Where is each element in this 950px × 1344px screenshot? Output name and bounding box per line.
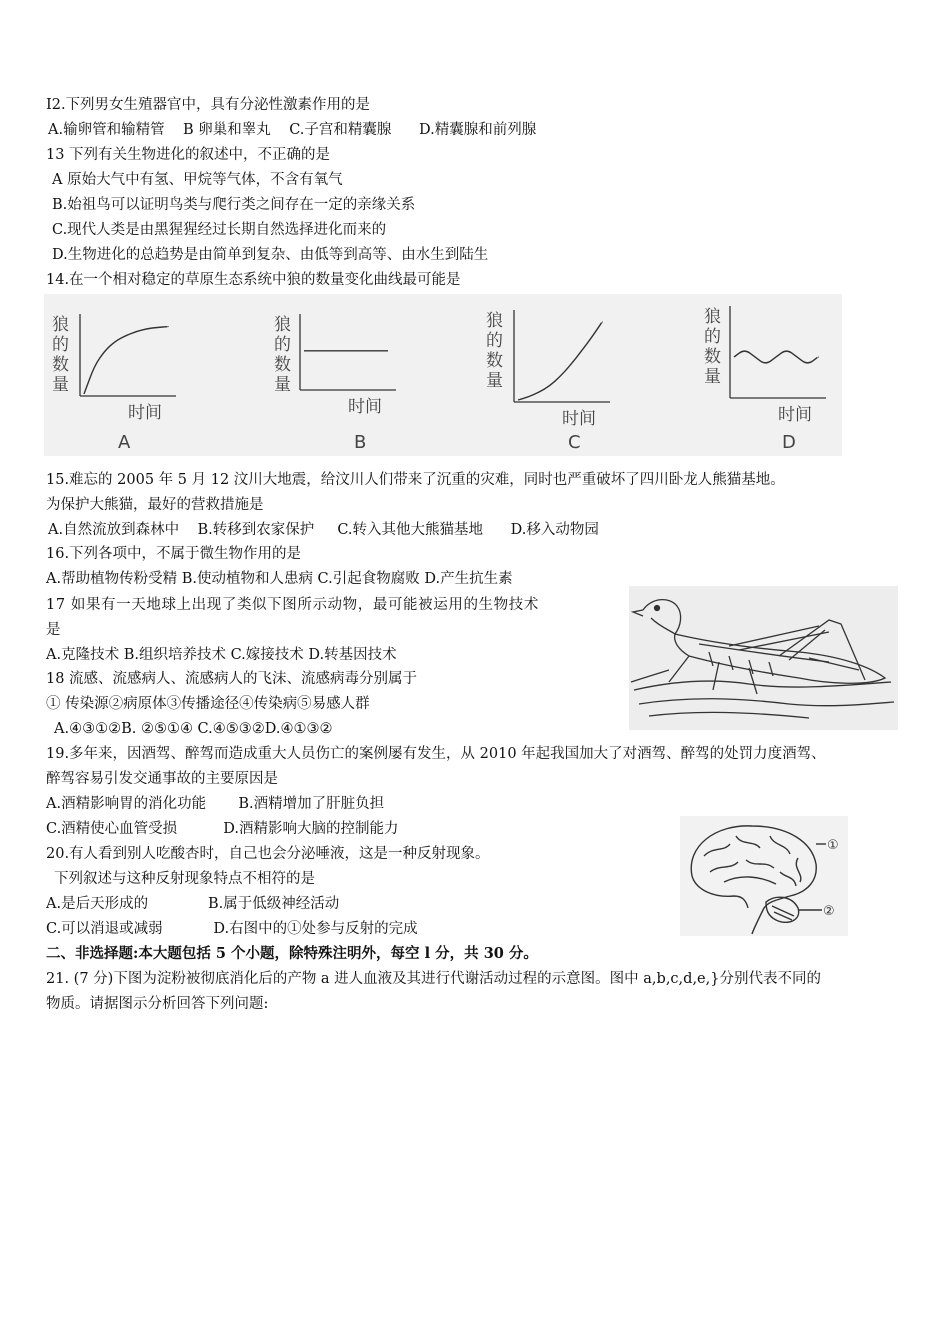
q19-options-ab: A.酒精影响胃的消化功能 B.酒精增加了肝脏负担 — [46, 796, 385, 812]
graph-C-xlabel: 时间 — [562, 409, 596, 429]
graph-A-curve — [84, 327, 168, 394]
graph-D-ylabel-char: 数 — [704, 347, 721, 367]
brain-marker-2: ② — [823, 904, 835, 919]
q13-option-a: A 原始大气中有氢、甲烷等气体，不含有氧气 — [52, 172, 343, 188]
q18-stem: 18 流感、流感病人、流感病人的飞沫、流感病毒分别属于 — [46, 671, 418, 687]
graph-C-ylabel-char: 的 — [486, 331, 503, 351]
q13-stem: 13 下列有关生物进化的叙述中，不正确的是 — [46, 147, 331, 163]
brain-diagram — [680, 816, 848, 936]
q15-stem-line2: 为保护大熊猫，最好的营救措施是 — [46, 497, 264, 513]
graph-A-ylabel-char: 数 — [52, 355, 69, 375]
graph-D-curve — [734, 351, 818, 363]
graph-B-ylabel-char: 狼 — [274, 315, 291, 335]
q12-options: A.输卵管和输精管 B 卵巢和睾丸 C.子宫和精囊腺 D.精囊腺和前列腺 — [48, 122, 537, 138]
graph-C-ylabel-char: 数 — [486, 351, 503, 371]
graph-C-ylabel-char: 狼 — [486, 311, 503, 331]
graph-B-ylabel-char: 数 — [274, 355, 291, 375]
graph-D-ylabel-char: 量 — [704, 367, 721, 387]
graph-A-ylabel-char: 的 — [52, 335, 69, 355]
q18-options: A.④③①②B. ②⑤①④ C.④⑤③②D.④①③② — [54, 721, 333, 737]
graph-A-label: A — [118, 432, 131, 453]
q16-options: A.帮助植物传粉受精 B.使动植物和人患病 C.引起食物腐败 D.产生抗生素 — [46, 571, 513, 587]
section2-heading: 二、非选择题:本大题包括 5 个小题，除特殊注明外，每空 l 分，共 30 分。 — [46, 945, 538, 962]
q21-stem-line2: 物质。请据图示分析回答下列问题: — [46, 996, 269, 1012]
q17-stem-line2: 是 — [46, 622, 61, 638]
q13-option-b: B.始祖鸟可以证明鸟类与爬行类之间存在一定的亲缘关系 — [52, 197, 416, 213]
brain-diagram-svg — [680, 816, 848, 936]
q13-option-d: D.生物进化的总趋势是由简单到复杂、由低等到高等、由水生到陆生 — [52, 247, 489, 263]
graph-B-ylabel-char: 量 — [274, 375, 291, 395]
q19-stem-line1: 19.多年来，因酒驾、醉驾而造成重大人员伤亡的案例屡有发生，从 2010 年起我国加大了对酒驾、醉驾的处罚力度酒驾、 — [46, 746, 826, 762]
q20-options-ab: A.是后天形成的 B.属于低级神经活动 — [46, 896, 340, 912]
graph-C-curve — [518, 322, 602, 400]
graph-C-label: C — [568, 432, 581, 453]
q15-options: A.自然流放到森林中 B.转移到农家保护 C.转入其他大熊猫基地 D.移入动物园 — [48, 522, 599, 538]
q17-options: A.克隆技术 B.组织培养技术 C.嫁接技术 D.转基因技术 — [46, 647, 397, 663]
graph-B-ylabel-char: 的 — [274, 335, 291, 355]
graph-A-ylabel-char: 量 — [52, 375, 69, 395]
q21-stem-line1: 21. (7 分)下图为淀粉被彻底消化后的产物 a 进人血液及其进行代谢活动过程的示意图。图中 a,b,c,d,e,}分别代表不同的 — [46, 971, 821, 987]
q20-options-cd: C.可以消退或减弱 D.右图中的①处参与反射的完成 — [46, 921, 418, 937]
q14-stem: 14.在一个相对稳定的草原生态系统中狼的数量变化曲线最可能是 — [46, 272, 461, 288]
graph-A-ylabel-char: 狼 — [52, 315, 69, 335]
q20-stem-line2: 下列叙述与这种反射现象特点不相符的是 — [54, 871, 315, 887]
q12-stem: I2.下列男女生殖器官中，具有分泌性激素作用的是 — [46, 97, 371, 113]
bird-grasshopper-drawing — [629, 586, 898, 730]
q16-stem: 16.下列各项中，不属于微生物作用的是 — [46, 546, 302, 562]
q17-stem-line1: 17 如果有一天地球上出现了类似下图所示动物，最可能被运用的生物技术 — [46, 597, 539, 613]
bird-grasshopper-illustration — [629, 586, 898, 730]
graph-D-ylabel-char: 的 — [704, 327, 721, 347]
graph-A-xlabel: 时间 — [128, 403, 162, 423]
graph-C-ylabel-char: 量 — [486, 371, 503, 391]
q20-stem-line1: 20.有人看到别人吃酸杏时，自己也会分泌唾液，这是一种反射现象。 — [46, 846, 490, 862]
graph-B-xlabel: 时间 — [348, 397, 382, 417]
graph-D-ylabel-char: 狼 — [704, 307, 721, 327]
q19-options-cd: C.酒精使心血管受损 D.酒精影响大脑的控制能力 — [46, 821, 399, 837]
q19-stem-line2: 醉驾容易引发交通事故的主要原因是 — [46, 771, 278, 787]
wolf-population-graphs — [44, 294, 842, 456]
graph-D-label: D — [782, 432, 796, 453]
q18-items: ① 传染源②病原体③传播途径④传染病⑤易感人群 — [46, 696, 370, 712]
graph-D-xlabel: 时间 — [778, 405, 812, 425]
q13-option-c: C.现代人类是由黑猩猩经过长期自然选择进化而来的 — [52, 222, 387, 238]
q15-stem-line1: 15.难忘的 2005 年 5 月 12 汶川大地震，给汶川人们带来了沉重的灾难，同时也严重破坏了四川卧龙人熊猫基地。 — [46, 472, 785, 488]
graph-B-label: B — [354, 432, 367, 453]
brain-marker-1: ① — [827, 838, 839, 853]
wolf-population-graphs-svg — [44, 294, 842, 456]
